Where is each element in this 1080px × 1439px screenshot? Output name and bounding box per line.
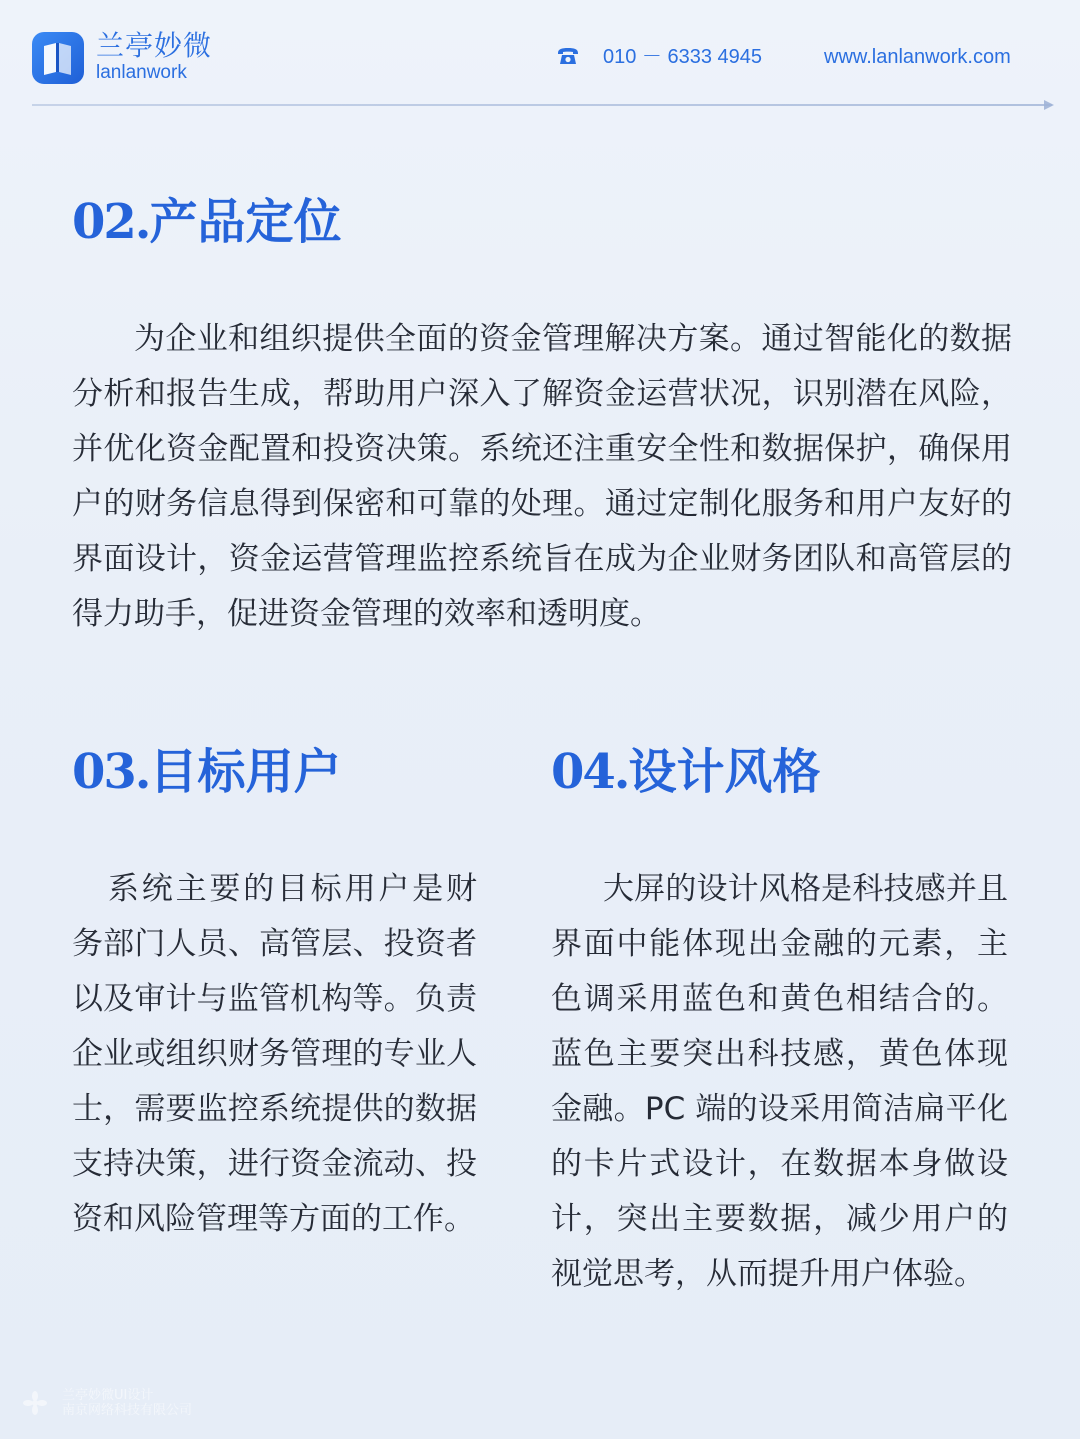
watermark [22,1388,202,1428]
section-02-text: 为企业和组织提供全面的资金管理解决方案。通过智能化的数据分析和报告生成，帮助用户深入了解资金运营状况，识别潜在风险，并优化资金配置和投资决策。系统还注重安全性和数据保护，确保用户的财务信息得到保密和可靠的处理。通过定制化服务和用户友好的界面设计，资金运营管理监控系统旨在成为企业财务团队和高管层的得力助手，促进资金管理的效率和透明度。 [72,321,1012,632]
section-04-title: 设计风格 [628,744,821,800]
section-02-body [72,312,1012,642]
section-03-heading [72,742,342,802]
watermark-line-2: 南京网络科技有限公司 [62,1403,193,1418]
section-04-body [551,862,1008,1302]
logo-chinese-name: 兰亭妙微 [96,29,213,62]
section-02-heading [72,192,342,252]
page-header [0,0,1080,110]
section-03-text: 系统主要的目标用户是财务部门人员、高管层、投资者以及审计与监管机构等。负责企业或组织财务管理的专业人士，需要监控系统提供的数据支持决策，进行资金流动、投资和风险管理等方面的工作。 [72,871,477,1237]
logo-english-name: lanlanwork [96,62,187,83]
book-logo-icon[interactable] [32,32,84,84]
section-03-body [72,862,477,1247]
telephone-icon [556,44,580,68]
section-03-title: 目标用户 [149,744,342,800]
divider-arrow-icon [1044,100,1054,110]
section-03-number: 03. [72,744,150,800]
section-02-title: 产品定位 [149,194,342,250]
flower-watermark-icon [22,1390,48,1416]
section-04-number: 04. [551,744,629,800]
website-link[interactable]: www.lanlanwork.com [824,46,1011,68]
header-divider [32,104,1052,106]
section-04-heading [551,742,821,802]
watermark-text [62,1388,192,1418]
section-04-text: 大屏的设计风格是科技感并且界面中能体现出金融的元素，主色调采用蓝色和黄色相结合的。蓝色主要突出科技感，黄色体现金融。PC 端的设采用简洁扁平化的卡片式设计，在数据本身做设计，突出主要数据，减少用户的视觉思考，从而提升用户体验。 [551,871,1008,1292]
section-02-number: 02. [72,194,150,250]
watermark-line-1: 兰亭妙微UI设计 [62,1388,154,1403]
phone-number[interactable]: 010 － 6333 4945 [603,46,763,68]
